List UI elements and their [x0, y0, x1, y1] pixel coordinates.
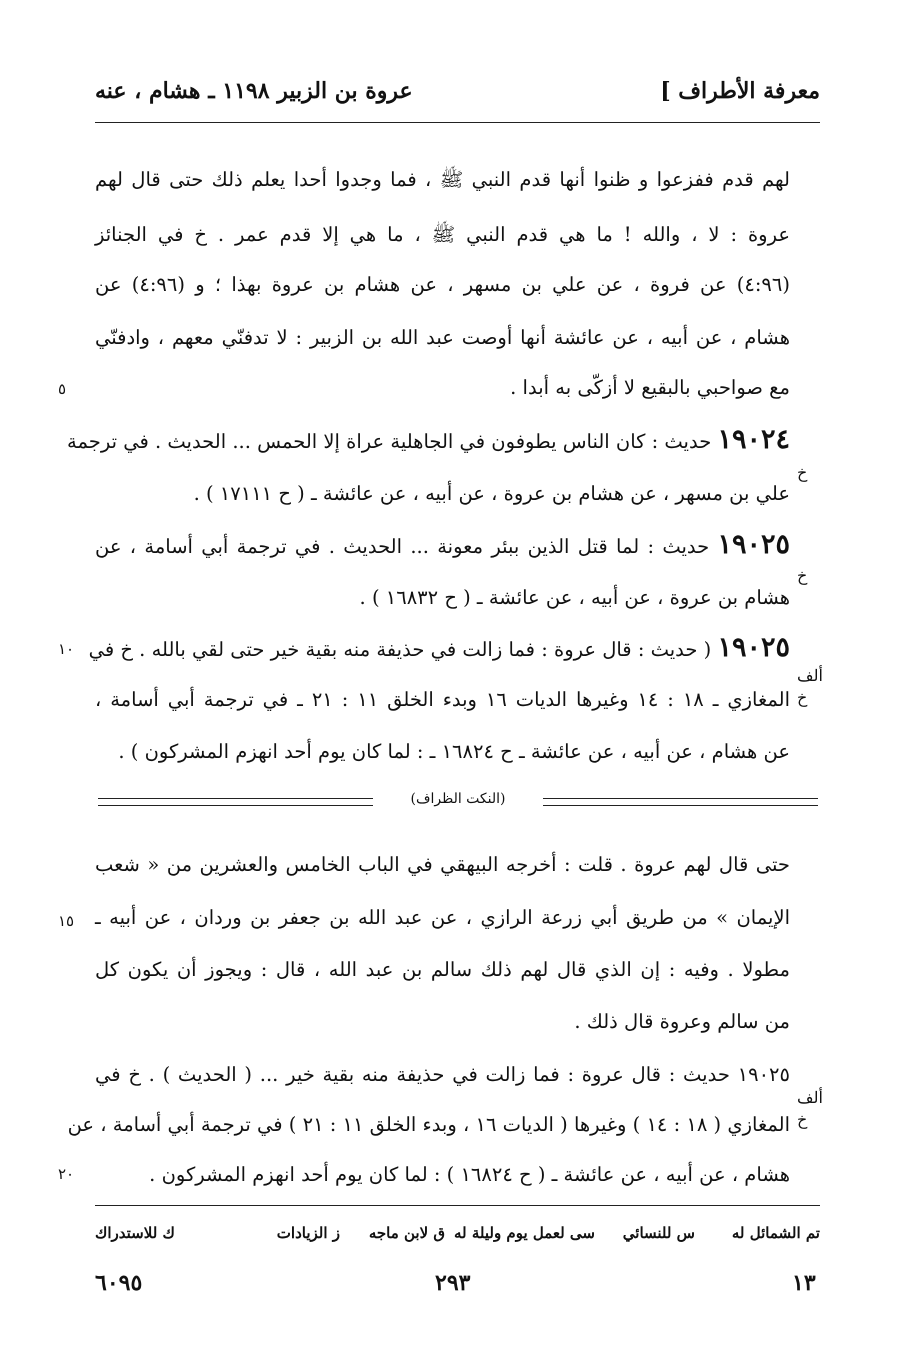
entry-text: حديث : لما قتل الذين ببئر معونة ... الحديث . في ترجمة أبي أسامة ، عن [95, 535, 710, 558]
page-header [95, 78, 820, 112]
footer-right: ١٣ [792, 1270, 816, 1296]
abbr-item: ك للاستدراك [95, 1224, 175, 1242]
section-divider [98, 793, 818, 813]
footer-left: ٦٠٩٥ [95, 1270, 143, 1296]
entry-19025a-line1 [88, 628, 790, 668]
entry-19025a-line2: المغازي ـ ١٨ : ١٤ وغيرها الديات ١٦ وبدء الخلق ١١ : ٢١ ـ في ترجمة أبي أسامة ، [95, 688, 790, 711]
abbr-item: ز الزيادات [276, 1224, 340, 1242]
divider-bar-left [98, 798, 373, 806]
top-line: مع صواحبي بالبقيع لا أزكّى به أبدا . [510, 376, 790, 399]
note-entry-line2: المغازي ( ١٨ : ١٤ ) وغيرها ( الديات ١٦ ، وبدء الخلق ١١ : ٢١ ) في ترجمة أبي أسامة ، عن [67, 1113, 790, 1136]
line-number: ٢٠ [58, 1165, 75, 1183]
entry-19025-line1 [95, 525, 790, 565]
top-line: هشام ، عن أبيه ، عن عائشة أنها أوصت عبد الله بن الزبير : لا تدفنّي معهم ، وادفنّي [95, 326, 790, 349]
entry-19024-line2: علي بن مسهر ، عن هشام بن عروة ، عن أبيه ، عن عائشة ـ ( ح ١٧١١١ ) . [193, 482, 790, 505]
abbr-item: ق لابن ماجه [368, 1224, 445, 1242]
entry-19025a-line3: عن هشام ، عن أبيه ، عن عائشة ـ ح ١٦٨٢٤ ـ : لما كان يوم أحد انهزم المشركون ) . [118, 740, 790, 763]
note-side-mark-top: ألف [797, 1088, 823, 1107]
abbreviations-rule [95, 1205, 820, 1206]
header-rule [95, 122, 820, 123]
note-line: الإيمان » من طريق أبي زرعة الرازي ، عن عبد الله بن جعفر بن وردان ، عن أبيه ـ [95, 906, 790, 929]
entry-text: ( حديث : قال عروة : فما زالت في حذيفة منه بقية خير حتى لقي بالله . خ في [88, 638, 712, 661]
line-number: ٥ [58, 380, 67, 398]
abbr-item: تم الشمائل له [731, 1224, 820, 1242]
top-line: عروة : لا ، والله ! ما هي قدم النبي ﷺ ، ما هي إلا قدم عمر . خ في الجنائز [95, 223, 790, 246]
entry-side-mark-top: ألف [797, 666, 823, 685]
note-line: مطولا . وفيه : إن الذي قال لهم ذلك سالم بن عبد الله ، قال : ويجوز أن يكون كل [95, 958, 790, 981]
entry-side-mark: خ [797, 688, 808, 707]
note-entry-line3: هشام ، عن أبيه ، عن عائشة ـ ( ح ١٦٨٢٤ ) : لما كان يوم أحد انهزم المشركون . [149, 1163, 790, 1186]
note-entry-line1: ١٩٠٢٥ حديث : قال عروة : فما زالت في حذيفة منه بقية خير ... ( الحديث ) . خ في [95, 1063, 790, 1086]
entry-number: ١٩٠٢٥ [717, 632, 790, 663]
top-line: (٤:٩٦) عن فروة ، عن علي بن مسهر ، عن هشام بن عروة بهذا ؛ و (٤:٩٦) عن [95, 273, 790, 296]
entry-19025-line2: هشام بن عروة ، عن أبيه ، عن عائشة ـ ( ح ١٦٨٣٢ ) . [359, 586, 790, 609]
line-number: ١٠ [58, 640, 75, 658]
note-line: حتى قال لهم عروة . قلت : أخرجه البيهقي في الباب الخامس والعشرين من « شعب [95, 853, 790, 876]
entry-19024-line1 [67, 420, 790, 460]
entry-number: ١٩٠٢٥ [717, 529, 790, 560]
note-line: من سالم وعروة قال ذلك . [574, 1010, 790, 1033]
divider-label: (النكت الظراف) [410, 791, 506, 807]
page-number: ٢٩٣ [435, 1270, 471, 1296]
abbreviations-key [95, 1215, 820, 1251]
top-line: لهم قدم ففزعوا و ظنوا أنها قدم النبي ﷺ ، فما وجدوا أحدا يعلم ذلك حتى قال لهم [95, 168, 790, 191]
divider-bar-right [543, 798, 818, 806]
header-left: عروة بن الزبير ١١٩٨ ـ هشام ، عنه [95, 78, 413, 104]
entry-number: ١٩٠٢٤ [717, 424, 790, 455]
entry-side-mark: خ [797, 463, 808, 482]
abbr-item: س للنسائي [622, 1224, 695, 1242]
header-right: معرفة الأطراف ] [660, 78, 820, 104]
entry-text: حديث : كان الناس يطوفون في الجاهلية عراة إلا الحمس ... الحديث . في ترجمة [67, 430, 712, 453]
line-number: ١٥ [58, 912, 75, 930]
abbr-item: سى لعمل يوم وليلة له [454, 1224, 595, 1242]
note-side-mark: خ [797, 1110, 808, 1129]
entry-side-mark: خ [797, 566, 808, 585]
